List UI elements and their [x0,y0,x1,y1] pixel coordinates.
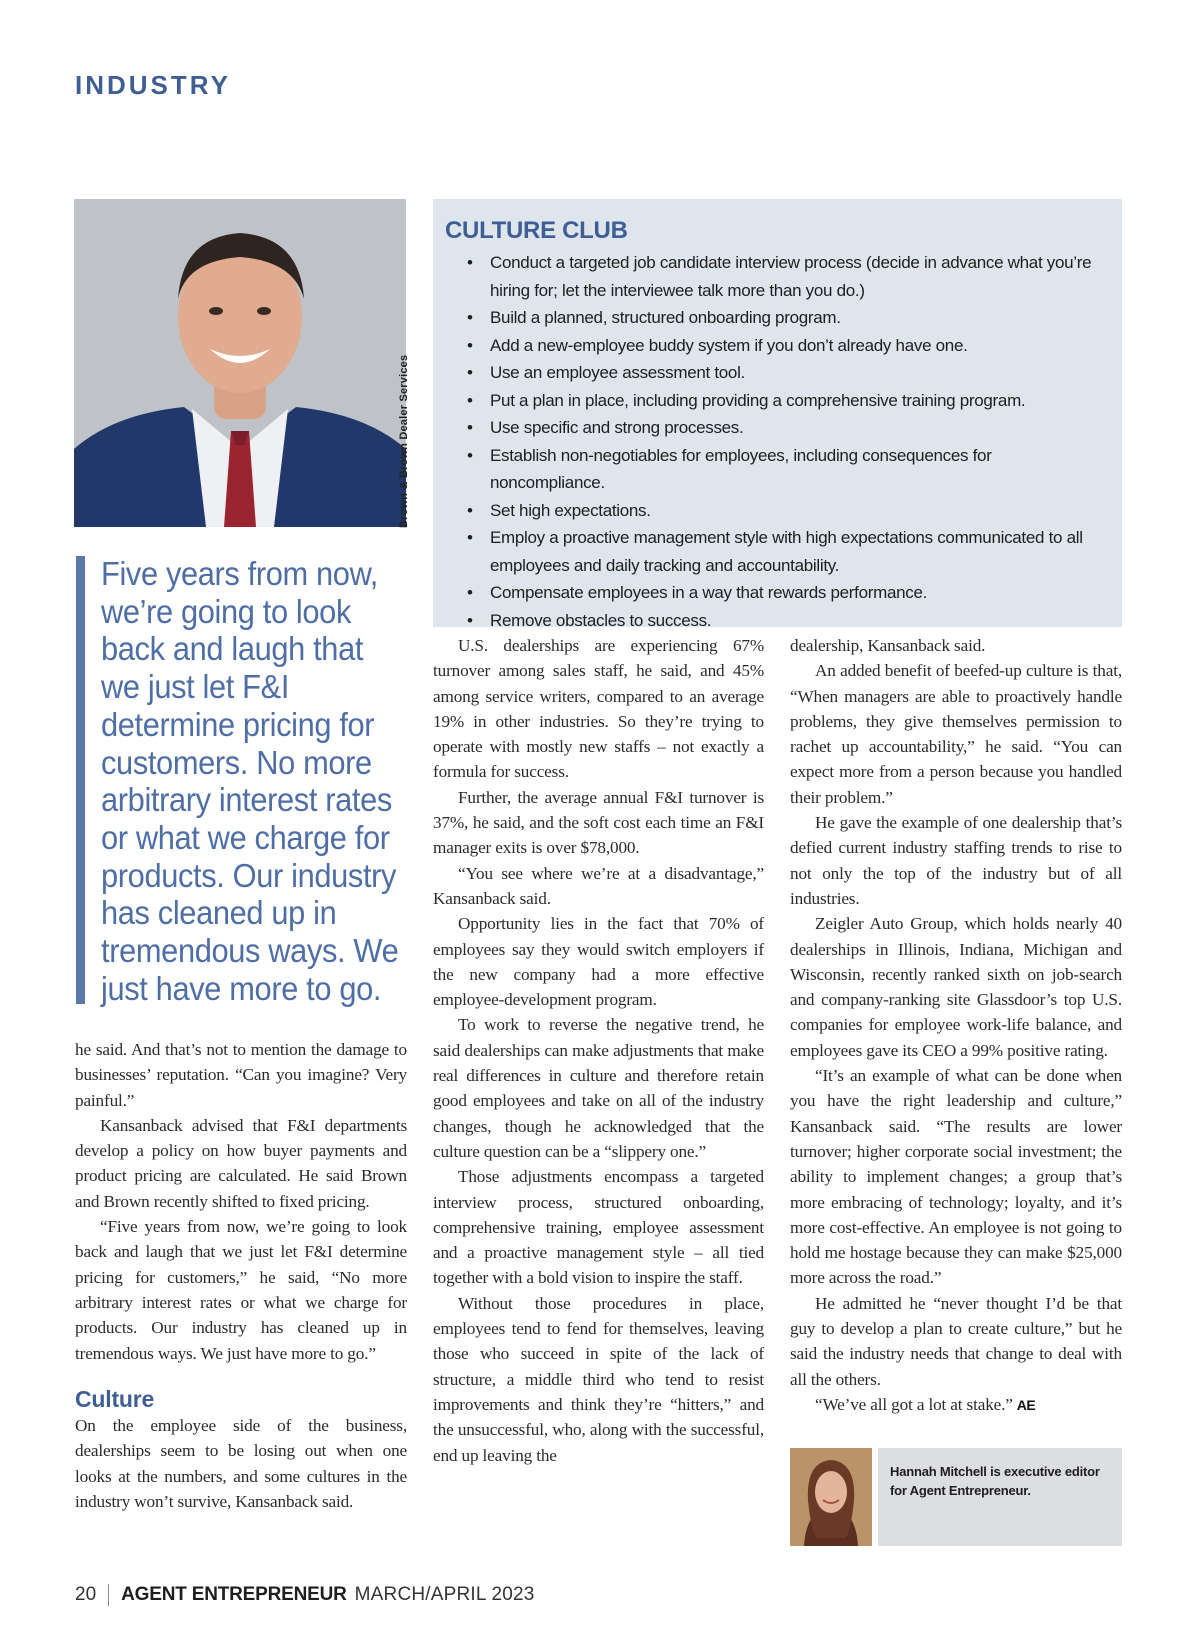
culture-club-sidebar [433,199,1122,630]
paragraph: Those adjustments encompass a targeted interview process, structured onboarding, comprehensive training, employee assessment and a proactive management style – all tied together with a bold vision to inspire the staff. [433,1167,764,1288]
paragraph: On the employee side of the business, dealerships seem to be losing out when one looks at the numbers, and some cultures in the industry won’t survive, Kansanback said. [75,1416,407,1512]
sidebar-item: • Use an employee assessment tool. [467,359,1110,387]
paragraph: he said. And that’s not to mention the damage to businesses’ reputation. “Can you imagine? Very painful.” [75,1040,407,1110]
page-number: 20 [75,1584,97,1605]
paragraph: dealership, Kansanback said. [790,636,986,655]
magazine-name: AGENT ENTREPRENEUR [121,1584,347,1605]
closing-text: “We’ve all got a lot at stake.” [815,1394,1013,1414]
sidebar-item: • Use specific and strong processes. [467,414,1110,442]
paragraph: U.S. dealerships are experiencing 67% turnover among sales staff, he said, and 45% among service writers, compared to an average 19% in other industries. So they’re trying to operate with mostly new staffs – not exactly a formula for success. [433,636,764,782]
paragraph: Opportunity lies in the fact that 70% of employees say they would switch employers if the new company had a more effective employee-development program. [433,914,764,1010]
author-box [790,1448,1122,1546]
sidebar-item: • Employ a proactive management style with high expectations communicated to all employees and daily tracking and accountability. [467,524,1110,579]
author-bio: Hannah Mitchell is executive editor for Agent Entrepreneur. [878,1448,1122,1546]
paragraph: Kansanback advised that F&I departments develop a policy on how buyer payments and product pricing are calculated. He said Brown and Brown recently shifted to fixed pricing. [75,1115,407,1211]
subhead-culture: Culture [75,1385,155,1412]
paragraph: An added benefit of beefed-up culture is that, “When managers are able to proactively handle problems, they give themselves permission to rachet up accountability,” he said. “You can expect more from a person because you handled their problem.” [790,661,1122,807]
paragraph: Further, the average annual F&I turnover is 37%, he said, and the soft cost each time an F&I manager exits is over $78,000. [433,787,764,858]
article-column-left [75,1037,407,1514]
sidebar-item: • Set high expectations. [467,497,1110,525]
sidebar-list [445,249,1110,634]
paragraph: He admitted he “never thought I’d be that guy to develop a plan to create culture,” but he said the industry needs that change to deal with all the others. [790,1293,1122,1389]
paragraph: Zeigler Auto Group, which holds nearly 40 dealerships in Illinois, Indiana, Michigan and Wisconsin, recently ranked sixth on job-search and company-ranking site Glassdoor’s top U.S. companies for employee work-life balance, and employees gave its CEO a 99% positive rating. [790,914,1122,1060]
end-mark: AE [1016,1396,1036,1413]
paragraph: To work to reverse the negative trend, he said dealerships can make adjustments that make real differences in culture and therefore retain good employees and take on all of the industry changes, though he acknowledged that the culture question can be a “slippery one.” [433,1015,764,1161]
article-column-right [790,633,1122,1418]
page-footer [75,1581,535,1609]
paragraph: Without those procedures in place, employees tend to fend for themselves, leaving those who succeed in spite of the lack of structure, a middle third who tend to resist improvements and think they’re “hitters,” and the unsuccessful, who, along with the successful, end up leaving the [433,1293,764,1465]
sidebar-item: • Add a new-employee buddy system if you don’t already have one. [467,332,1110,360]
paragraph: He gave the example of one dealership that’s defied current industry staffing trends to rise to not only the top of the industry but of all industries. [790,813,1122,908]
issue-date: MARCH/APRIL 2023 [354,1584,535,1605]
paragraph: “Five years from now, we’re going to look back and laugh that we just let F&I determine pricing for customers,” he said, “No more arbitrary interest rates or what we charge for products. Our industry has cleaned up in tremendous ways. We just have more to go.” [75,1217,407,1363]
sidebar-item: • Conduct a targeted job candidate interview process (decide in advance what you’re hiring for; let the interviewee talk more than you do.) [467,249,1110,304]
paragraph: “It’s an example of what can be done when you have the right leadership and culture,” Kansanback said. “The results are lower turnover; higher corporate social investment; the ability to implement changes; a group that’s more embracing of technology; loyalty, and it’s more cost-effective. An employee is not going to hold me hostage because they can make $25,000 more across the road.” [790,1066,1122,1288]
article-column-middle [433,633,764,1468]
photo-credit: Brown & Brown Dealer Services [398,354,410,528]
sidebar-item: • Establish non-negotiables for employees, including consequences for noncompliance. [467,442,1110,497]
section-label: INDUSTRY [75,70,231,100]
sidebar-item: • Compensate employees in a way that rewards performance. [467,579,1110,607]
sidebar-item: • Build a planned, structured onboarding program. [467,304,1110,332]
author-photo [790,1448,872,1546]
sidebar-item: • Remove obstacles to success. [467,607,1110,635]
pull-quote-text: Five years from now, we’re going to look back and laugh that we just let F&I determine pricing for customers. No more arbitrary interest rates or what we charge for products. Our industry has cleaned up in tremendous ways. We just have more to go. [101,556,399,1008]
pull-quote [76,556,406,1008]
footer-divider [108,1584,109,1606]
sidebar-item: • Put a plan in place, including providing a comprehensive training program. [467,387,1110,415]
portrait-photo [74,199,406,527]
paragraph: “You see where we’re at a disadvantage,” Kansanback said. [433,863,764,908]
closing-paragraph [790,1392,1122,1418]
sidebar-title: CULTURE CLUB [445,217,628,244]
